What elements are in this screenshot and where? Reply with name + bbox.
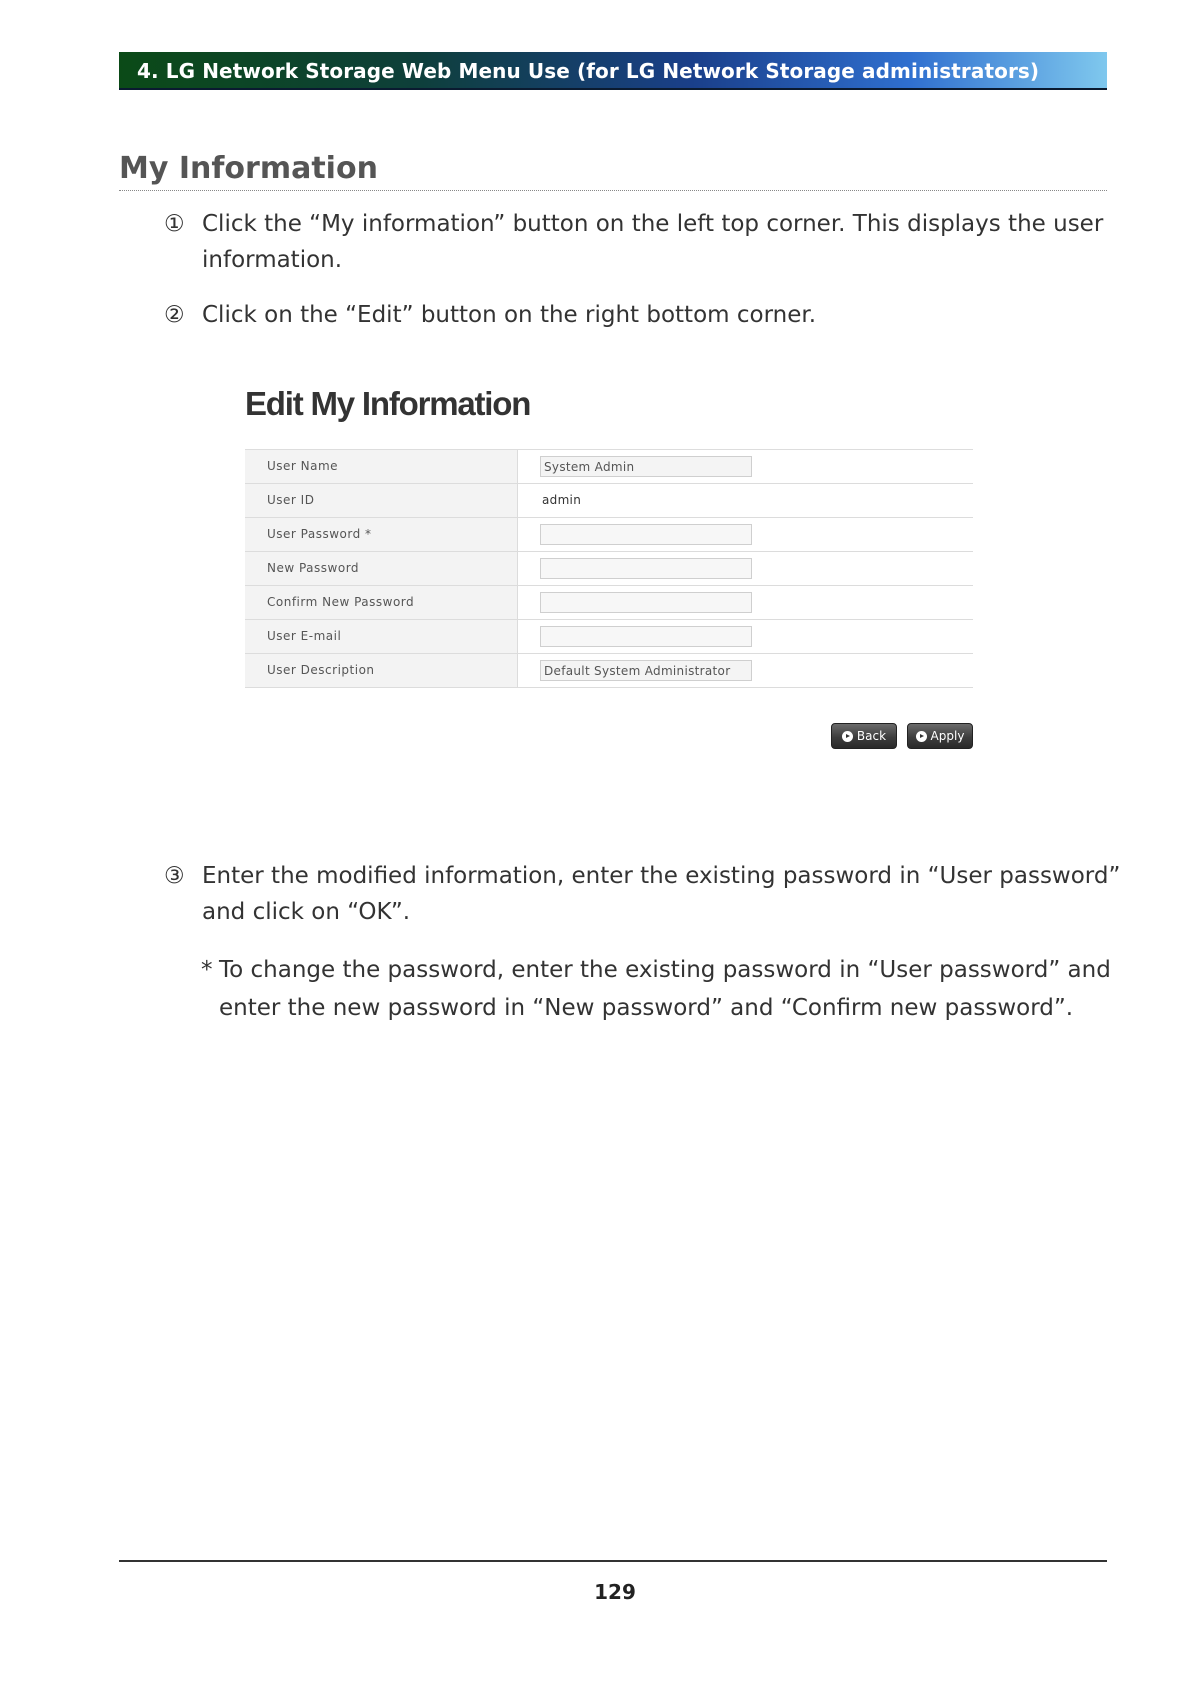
note-text-line: To change the password, enter the existing password in “User password” and <box>219 957 1111 983</box>
field-label: User E-mail <box>267 629 342 643</box>
form-row-confirm-password <box>245 586 973 620</box>
step-text-line: information. <box>202 247 343 273</box>
arrow-circle-icon <box>916 731 927 742</box>
field-label-cell <box>245 620 518 653</box>
user-name-input[interactable] <box>540 456 752 477</box>
field-label: User ID <box>267 493 315 507</box>
form-row-user-description <box>245 654 973 688</box>
section-divider <box>119 190 1107 191</box>
footer-divider <box>119 1560 1107 1562</box>
form-heading: Edit My Information <box>245 385 531 422</box>
note-marker: * <box>201 957 213 983</box>
field-label: Confirm New Password <box>267 595 415 609</box>
field-label-cell <box>245 450 518 483</box>
user-id-value: admin <box>542 493 582 507</box>
step-text-line: and click on “OK”. <box>202 899 411 925</box>
field-label-cell <box>245 518 518 551</box>
apply-button-label: Apply <box>930 729 965 743</box>
form-row-user-email <box>245 620 973 654</box>
step-text-line: Click on the “Edit” button on the right bottom corner. <box>202 302 817 328</box>
user-password-input[interactable] <box>540 524 752 545</box>
field-label: User Description <box>267 663 375 677</box>
chapter-banner <box>119 52 1107 90</box>
field-label-cell <box>245 654 518 687</box>
step-number: ③ <box>164 863 185 889</box>
field-label: User Password * <box>267 527 372 541</box>
note-text-line: enter the new password in “New password” and “Confirm new password”. <box>219 995 1074 1021</box>
user-description-input[interactable] <box>540 660 752 681</box>
form-row-user-id <box>245 484 973 518</box>
apply-button[interactable] <box>907 723 973 749</box>
step-text-line: Enter the modified information, enter the existing password in “User password” <box>202 863 1121 889</box>
step-number: ① <box>164 211 185 237</box>
back-button-label: Back <box>856 729 887 743</box>
field-label-cell <box>245 586 518 619</box>
form-row-user-name <box>245 450 973 484</box>
form-row-new-password <box>245 552 973 586</box>
field-label-cell <box>245 552 518 585</box>
chapter-title: 4. LG Network Storage Web Menu Use (for LG Network Storage administrators) <box>137 59 1040 83</box>
step-number: ② <box>164 302 185 328</box>
section-title: My Information <box>119 151 378 186</box>
page-number: 129 <box>594 1580 636 1604</box>
field-label-cell <box>245 484 518 517</box>
step-text-line: Click the “My information” button on the left top corner. This displays the user <box>202 211 1104 237</box>
user-email-input[interactable] <box>540 626 752 647</box>
back-button[interactable] <box>831 723 897 749</box>
field-label: New Password <box>267 561 360 575</box>
form-row-user-password <box>245 518 973 552</box>
field-label: User Name <box>267 459 339 473</box>
confirm-password-input[interactable] <box>540 592 752 613</box>
edit-info-form <box>245 449 973 688</box>
new-password-input[interactable] <box>540 558 752 579</box>
arrow-circle-icon <box>842 731 853 742</box>
